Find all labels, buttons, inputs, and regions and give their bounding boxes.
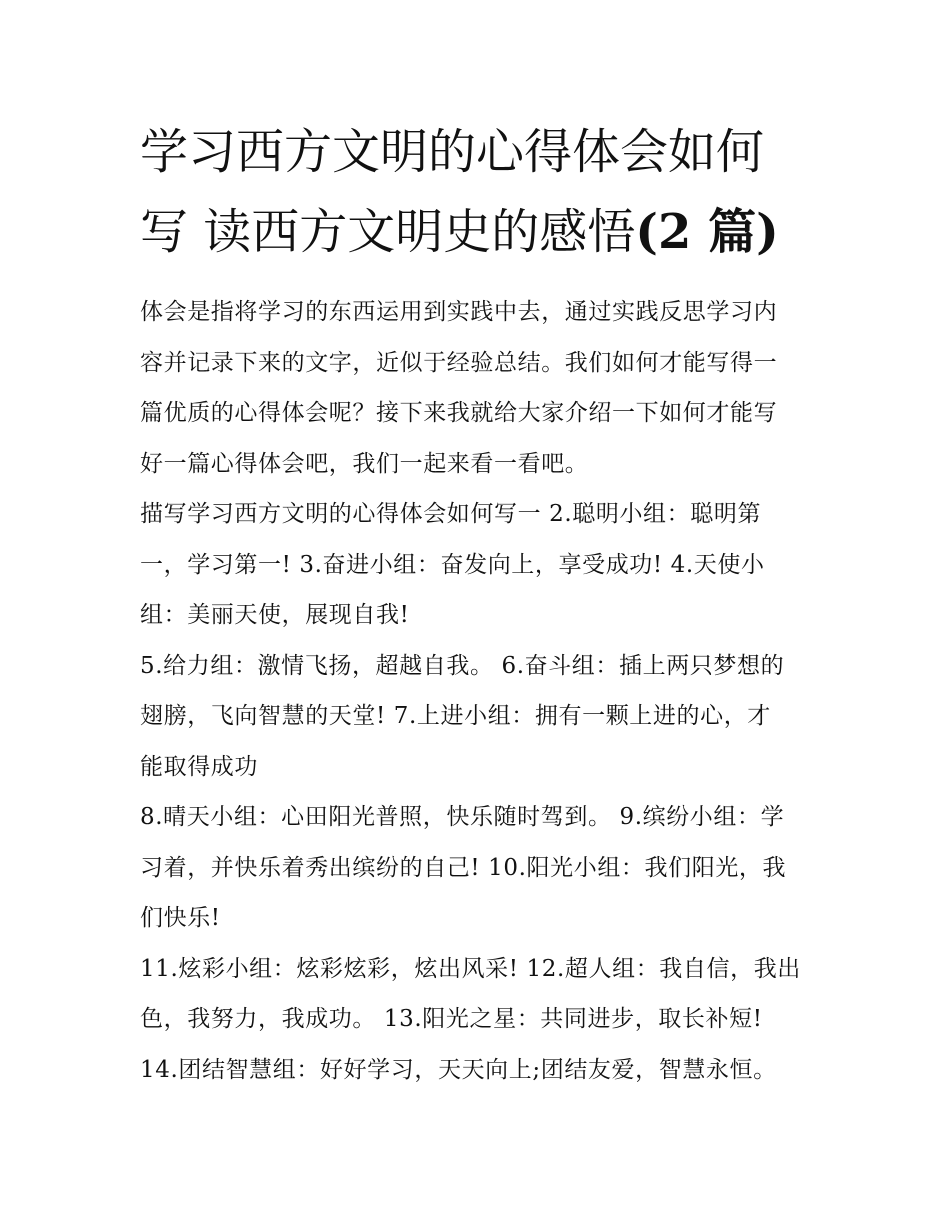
- text-line: 篇优质的心得体会呢？接下来我就给大家介绍一下如何才能写: [140, 400, 778, 426]
- document-page: [140, 112, 812, 1095]
- text-line: 8.晴天小组：心田阳光普照，快乐随时驾到。 9.缤纷小组：学: [140, 804, 785, 830]
- text-line: 容并记录下来的文字，近似于经验总结。我们如何才能写得一: [140, 349, 778, 376]
- text-line: 好一篇心得体会吧，我们一起来看一看吧。: [140, 450, 589, 477]
- paragraph-groups-4: [140, 944, 812, 1096]
- text-line: 描写学习西方文明的心得体会如何写一 2.聪明小组：聪明第: [140, 501, 762, 527]
- paragraph-groups-2: [140, 641, 812, 793]
- paragraph-intro: [140, 287, 812, 489]
- paragraph-groups-3: [140, 792, 812, 944]
- text-line: 色，我努力，我成功。 13.阳光之星：共同进步，取长补短!: [140, 1006, 763, 1032]
- text-line: 5.给力组：激情飞扬，超越自我。 6.奋斗组：插上两只梦想的: [140, 652, 785, 679]
- title-line: [140, 192, 812, 272]
- title-line: 学习西方文明的心得体会如何: [140, 124, 765, 180]
- title-line-text: 写 读西方文明史的感悟: [140, 204, 636, 260]
- text-line: 翅膀，飞向智慧的天堂! 7.上进小组：拥有一颗上进的心，才: [140, 703, 771, 729]
- text-line: 组：美丽天使，展现自我!: [140, 602, 410, 628]
- text-line: 习着，并快乐着秀出缤纷的自己! 10.阳光小组：我们阳光，我: [140, 854, 787, 881]
- text-line: 14.团结智慧组：好好学习，天天向上;团结友爱，智慧永恒。: [140, 1056, 777, 1083]
- document-title: [140, 112, 812, 272]
- text-line: 一，学习第一! 3.奋进小组：奋发向上，享受成功! 4.天使小: [140, 551, 765, 578]
- text-line: 们快乐!: [140, 905, 221, 931]
- text-line: 体会是指将学习的东西运用到实践中去，通过实践反思学习内: [140, 299, 778, 325]
- text-line: 11.炫彩小组：炫彩炫彩，炫出风采! 12.超人组：我自信，我出: [140, 955, 801, 982]
- paragraph-groups-1: [140, 489, 812, 641]
- text-line: 能取得成功: [140, 753, 258, 780]
- title-count: (2 篇): [635, 204, 779, 260]
